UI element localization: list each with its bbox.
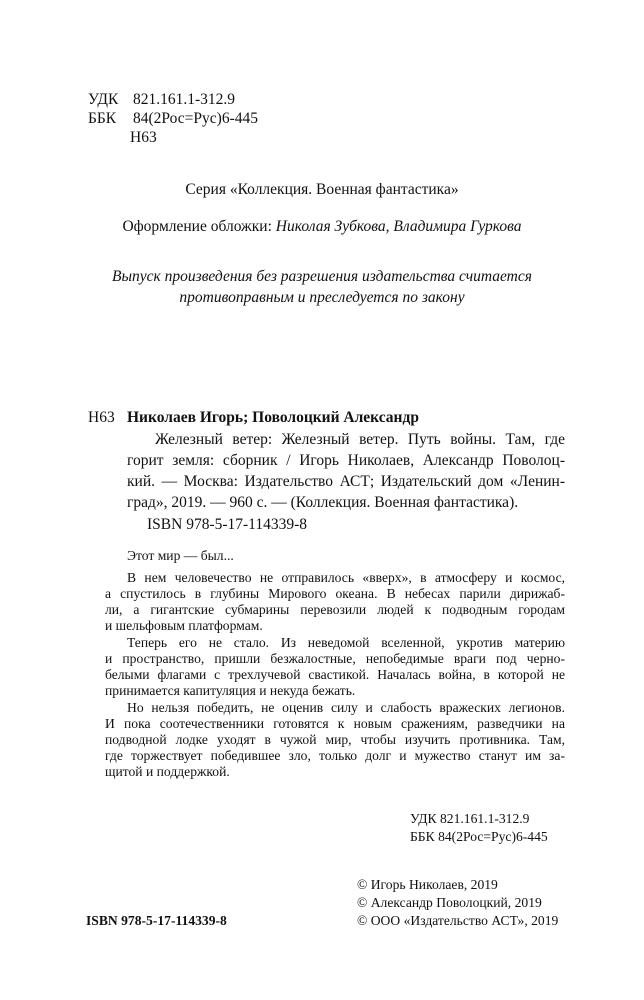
copyright-line: © ООО «Издательство АСТ», 2019 xyxy=(357,913,559,928)
udk-label: УДК xyxy=(88,91,119,108)
bib-authors: Николаев Игорь; Поволоцкий Александр xyxy=(127,409,419,426)
annotation-line: где торжествует победившее зло, только долг и мужество станут им за- xyxy=(105,747,565,763)
cover-design-names: Николая Зубкова, Владимира Гуркова xyxy=(275,218,522,235)
annotation-line: подводной лодке уходят в чужой мир, чтобы изучить противника. Там, xyxy=(105,732,565,747)
annotation-line: и шельфовым платформам. xyxy=(105,617,263,633)
footer-bbk: ББК 84(2Рос=Рус)6-445 xyxy=(410,829,548,844)
bib-mark: Н63 xyxy=(88,409,115,426)
cover-design-label: Оформление обложки: xyxy=(122,218,272,235)
annotation-line: И пока соотечественники готовятся к новым сражениям, разведчики на xyxy=(105,716,565,732)
bib-line: кий. — Москва: Издательство АСТ; Издательский дом «Ленин- xyxy=(127,473,565,490)
bib-isbn: ISBN 978-5-17-114339-8 xyxy=(147,516,308,533)
annotation-line: ли, а гигантские субмарины перевозили людей к подводным городам xyxy=(105,601,565,617)
annotation-line: принимается капитуляция и некуда бежать. xyxy=(105,682,356,698)
cover-design-line xyxy=(0,218,644,236)
footer-isbn: ISBN 978-5-17-114339-8 xyxy=(86,913,227,928)
annotation-line: щитой и поддержкой. xyxy=(105,763,230,779)
bib-line: горит земля: сборник / Игорь Николаев, Александр Поволоц- xyxy=(127,452,565,469)
bib-line: Железный ветер: Железный ветер. Путь войны. Там, где xyxy=(155,431,565,448)
annotation-line: и пространство, пришли безжалостные, непобедимые враги под черно- xyxy=(105,651,565,666)
annotation-intro: Этот мир — был... xyxy=(127,548,234,563)
annotation-line: белыми флагами с трехлучевой свастикой. Началась война, в которой не xyxy=(105,666,565,682)
udk-value: 821.161.1-312.9 xyxy=(133,91,236,108)
annotation-line: Но нельзя победить, не оценив силу и слабость вражеских легионов. xyxy=(127,700,565,716)
author-mark: Н63 xyxy=(130,129,157,146)
footer-udk: УДК 821.161.1-312.9 xyxy=(410,811,530,826)
annotation-line: Теперь его не стало. Из неведомой вселенной, укротив материю xyxy=(127,635,565,651)
series-line: Серия «Коллекция. Военная фантастика» xyxy=(185,181,459,198)
legal-notice-line-1: Выпуск произведения без разрешения издательства считается xyxy=(112,268,532,285)
bbk-label: ББК xyxy=(88,110,117,127)
annotation-line: В нем человечество не отправилось «вверх», в атмосферу и космос, xyxy=(127,570,565,585)
bib-line: град», 2019. — 960 с. — (Коллекция. Военная фантастика). xyxy=(127,494,519,511)
copyright-line: © Игорь Николаев, 2019 xyxy=(357,877,498,892)
legal-notice-line-2: противоправным и преследуется по закону xyxy=(179,289,465,306)
bbk-value: 84(2Рос=Рус)6-445 xyxy=(133,110,258,127)
copyright-line: © Александр Поволоцкий, 2019 xyxy=(357,895,542,910)
annotation-line: а спустилось в глубины Мирового океана. В небесах парили дирижаб- xyxy=(105,585,565,601)
